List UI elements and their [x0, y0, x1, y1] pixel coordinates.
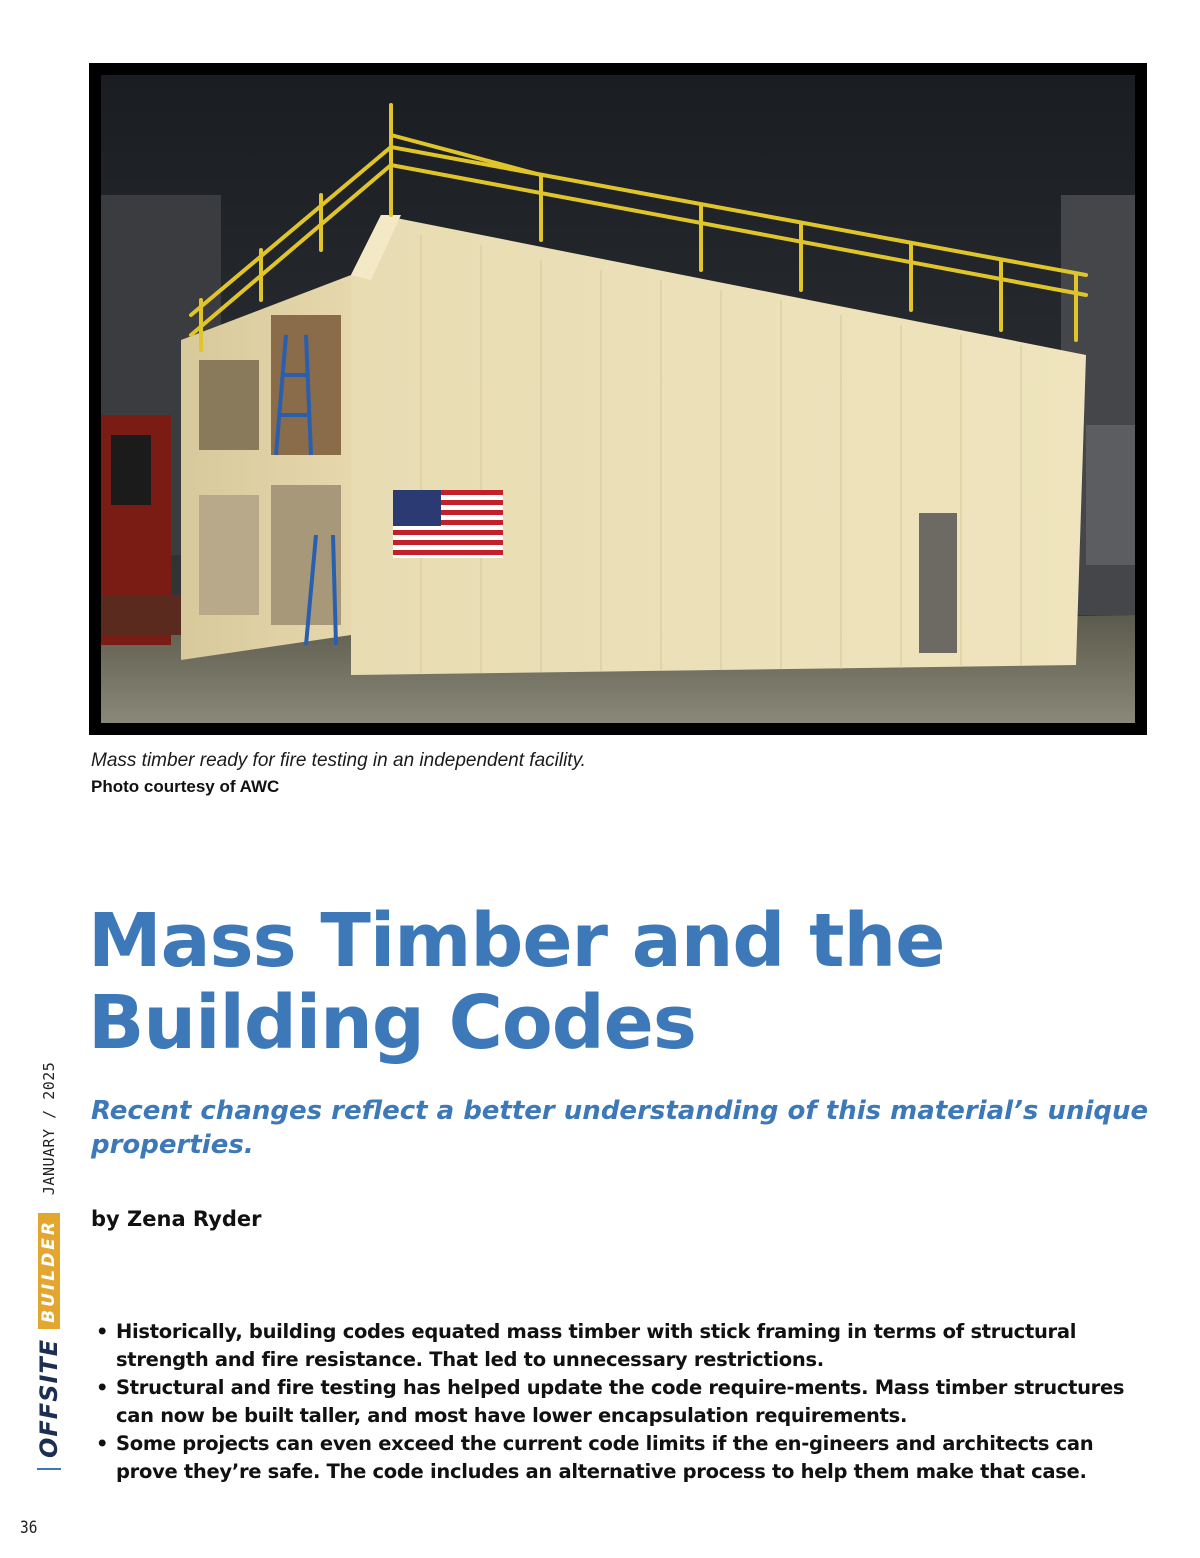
bullet-marker: •	[96, 1320, 109, 1343]
mass-timber-photo-illustration	[101, 75, 1135, 723]
brand-offsite: OFFSITE	[35, 1338, 63, 1458]
summary-bullet	[96, 1430, 1156, 1486]
page-number: 36	[20, 1518, 38, 1538]
summary-bullet	[96, 1374, 1156, 1430]
article-subtitle: Recent changes reflect a better understanding of this material’s unique properties.	[91, 1096, 1149, 1160]
issue-date: JANUARY / 2025	[40, 1061, 58, 1196]
bullet-marker: •	[96, 1376, 109, 1399]
spine-divider	[37, 1468, 61, 1470]
bullet-text: Some projects can even exceed the current code limits if the en-gineers and architects can prove they’re safe. The code includes an alternative process to help them make that case.	[116, 1432, 1094, 1483]
page-spine	[0, 0, 63, 1558]
photo-caption: Mass timber ready for fire testing in an independent facility.	[91, 750, 586, 771]
article-title-line-2: Building Codes	[88, 980, 696, 1066]
article-byline: by Zena Ryder	[91, 1207, 262, 1231]
photo-credit: Photo courtesy of AWC	[91, 777, 280, 796]
article-photo	[89, 63, 1147, 735]
bullet-marker: •	[96, 1432, 109, 1455]
article-title-line-1: Mass Timber and the	[88, 898, 945, 984]
brand-builder: BUILDER	[38, 1213, 60, 1329]
article-title	[88, 900, 1148, 1064]
bullet-text: Structural and fire testing has helped update the code require-ments. Mass timber structures can now be built taller, and most have lower encapsulation requirements.	[116, 1376, 1125, 1427]
summary-bullets	[96, 1318, 1156, 1486]
spine-branding	[35, 1062, 63, 1470]
bullet-text: Historically, building codes equated mass timber with stick framing in terms of structural strength and fire resistance. That led to unnecessary restrictions.	[116, 1320, 1077, 1371]
summary-bullet	[96, 1318, 1156, 1374]
